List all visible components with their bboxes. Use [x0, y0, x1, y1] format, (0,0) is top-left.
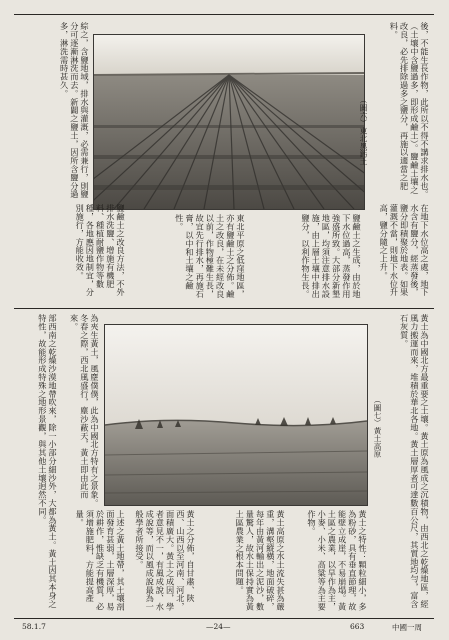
- top-photo-caption: （圖六）東北黑鈣土: [359, 96, 368, 166]
- article-paragraph: 為夾生黃土，風塵僕僕，此為中國北方特有之景象。冬春之際，西北風盛行，塵沙蔽天，黃土即由此而來。: [69, 314, 100, 508]
- article-paragraph: 東北平原之低窪地區，亦有鹽鹼土之分佈。鹼土之改良，在未經改良以前，作物極難生長，故宜先行排水，再施石膏，以中和土壤之鹼性。: [174, 214, 246, 298]
- top-photo: [93, 34, 365, 210]
- issue-marker: —24—: [206, 622, 231, 631]
- article-paragraph: 鹽鹼土之改良方法，不外排水洗鹽、增施有機肥料、種植耐鹽作物等數種，各地應因地制宜，分別施行，方能收效。: [75, 204, 126, 297]
- middle-divider: [14, 308, 434, 309]
- publication-name: 中國一周: [392, 623, 422, 632]
- article-paragraph: 部西南之乾燥沙漠地帶吹來，除一小部分細沙外，大都為黃土。黃土因其本身之特性，故能形成特殊之地形景觀，與其他土壤迥然不同。: [37, 314, 58, 608]
- top-border: [14, 14, 434, 15]
- article-paragraph: 上述之黃土地帶，其土壤剖面發育甚弱，土層深厚，易於耕作，惟缺乏有機質，必須增施肥料，方能提高產量。: [75, 510, 126, 611]
- page-number: 663: [350, 622, 365, 631]
- field-photo-image: [94, 35, 364, 209]
- publication-date: 58.1.7: [22, 622, 46, 631]
- article-paragraph: 黃土高原之水土流失甚為嚴重，溝壑縱橫，地面破碎，每年由黃河輸出之泥沙，數量驚人，故水土保持實為黃土區農業之根本問題。: [235, 510, 286, 611]
- article-paragraph: 黃土之特性：顆粒細小，多為粉砂，具有垂直節理，故能壁立成崖，不易崩塌。黃土區之農業，以旱作為主，小麥、小米、高粱等為主要作物。: [306, 510, 368, 611]
- article-paragraph: 黃土之分佈，自甘肅、陝西、山西以至河南、河北，面積廣大。黃土之成因，學者意見不一，有風成說、水成說等，而以風成說最為一般學者所接受。: [134, 510, 196, 611]
- bottom-photo: [104, 324, 368, 506]
- article-paragraph: 綜之，含鹽地域，排水與灌溉，必需兼行，則鹽分可逐漸淋洗而去。新闢之鹽土，因所含鹽分過多，淋洗需時甚久。: [59, 22, 90, 199]
- article-paragraph: 在地下水位高之處，地下水含有鹽分，經蒸發後，鹽分即積聚於地表。如果灌溉不當，則地下水位升高，鹽分隨之上升。: [379, 204, 430, 297]
- loess-photo-image: [105, 325, 367, 505]
- bottom-border: [14, 618, 434, 619]
- article-paragraph: 鹽鹼土之生成，由於地下水位過高，蒸發作用強盛所致。大部分新墾地區，均須注意排水設施，由上層土壤中排出鹽分，以利作物生長。: [300, 214, 362, 298]
- article-paragraph: 後，不能生長作物，此所以不得不講求排水也。（土壤中含鹽過多，即形成鹼土）。鹽鹼土壤之改良，必先排除過多之鹽分，再施以適當之肥料。: [389, 22, 430, 199]
- bottom-photo-caption: （圖七）黃土高原: [373, 396, 382, 458]
- article-paragraph: 黃土為中國北方最重要之土壤。黃土原為風成之沉積物，由西北之乾燥地區，經風力搬運而來，堆積於華北各地。黃土層厚者可達數百公尺，其質地均勻，富含石灰質。: [399, 314, 430, 608]
